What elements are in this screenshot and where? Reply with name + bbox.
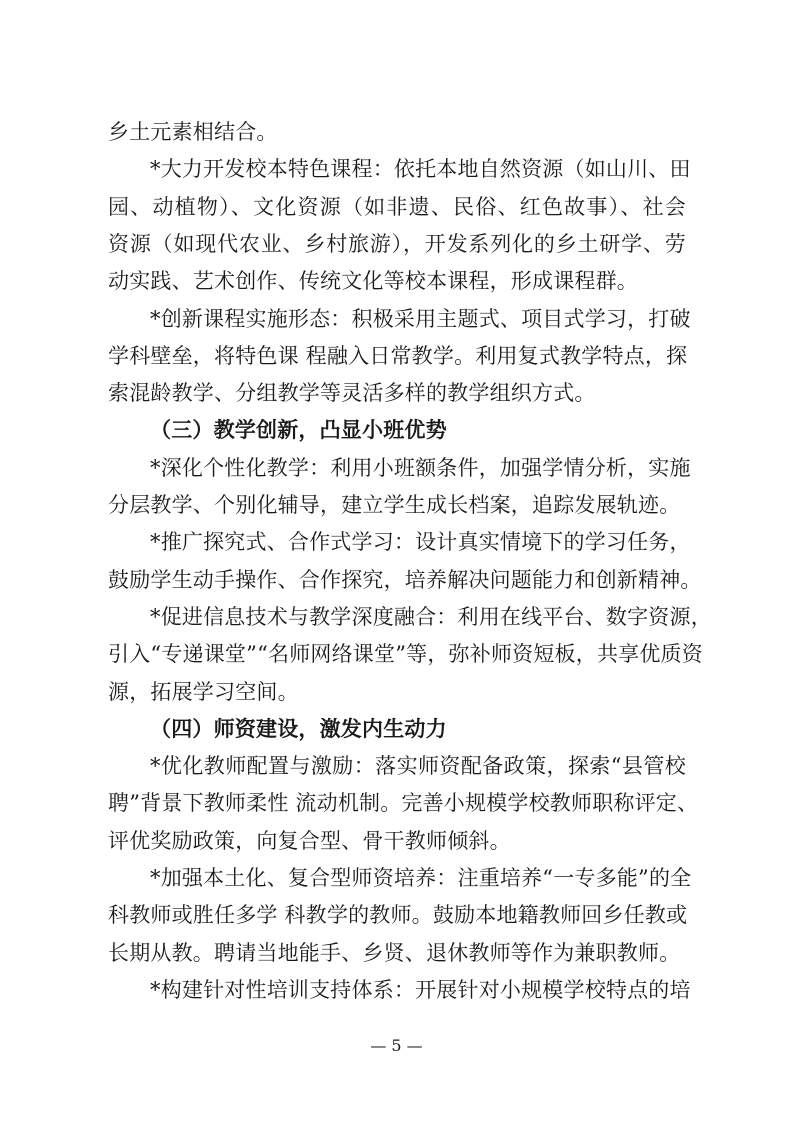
page-number: — 5 — [370, 1036, 423, 1055]
paragraph-line: *加强本土化、复合型师资培养：注重培养“一专多能”的全 [150, 866, 692, 890]
paragraph-line: *深化个性化教学：利用小班额条件，加强学情分析，实施 [150, 456, 691, 480]
paragraph-line: 鼓励学生动手操作、合作探究，培养解决问题能力和创新精神。 [108, 568, 702, 592]
paragraph-line: 乡土元素相结合。 [108, 120, 278, 144]
paragraph-line: 园、动植物）、文化资源（如非遗、民俗、红色故事）、社会 [108, 195, 686, 219]
paragraph-line: 聘”背景下教师柔性 流动机制。完善小规模学校教师职称评定、 [108, 791, 699, 815]
paragraph-line: 动实践、艺术创作、传统文化等校本课程，形成课程群。 [108, 269, 638, 293]
section-heading: （三）教学创新，凸显小班优势 [150, 417, 447, 442]
paragraph-line: 学科壁垒，将特色课 程融入日常教学。利用复式教学特点，探 [108, 344, 688, 368]
paragraph-line: *促进信息技术与教学深度融合：利用在线平台、数字资源， [150, 605, 712, 629]
paragraph-line: 资源（如现代农业、乡村旅游），开发系列化的乡土研学、劳 [108, 232, 686, 256]
paragraph-line: 长期从教。聘请当地能手、乡贤、退休教师等作为兼职教师。 [108, 941, 681, 965]
paragraph-line: *推广探究式、合作式学习：设计真实情境下的学习任务， [150, 530, 691, 554]
paragraph-line: 评优奖励政策，向复合型、骨干教师倾斜。 [108, 829, 511, 853]
paragraph-line: 科教师或胜任多学 科教学的教师。鼓励本地籍教师回乡任教或 [108, 903, 688, 927]
paragraph-line: 源，拓展学习空间。 [108, 680, 299, 704]
paragraph-line: *优化教师配置与激励：落实师资配备政策，探索“县管校 [150, 754, 686, 778]
paragraph-line: *创新课程实施形态：积极采用主题式、项目式学习，打破 [150, 307, 691, 331]
paragraph-line: 索混龄教学、分组教学等灵活多样的教学组织方式。 [108, 381, 596, 405]
paragraph-line: *构建针对性培训支持体系：开展针对小规模学校特点的培 [150, 978, 691, 1002]
paragraph-line: 分层教学、个别化辅导，建立学生成长档案，追踪发展轨迹。 [108, 493, 681, 517]
paragraph-line: 引入“专递课堂”“名师网络课堂”等，弥补师资短板，共享优质资 [108, 642, 703, 666]
section-heading: （四）师资建设，激发内生动力 [150, 716, 447, 741]
paragraph-line: *大力开发校本特色课程：依托本地自然资源（如山川、田 [150, 157, 691, 181]
